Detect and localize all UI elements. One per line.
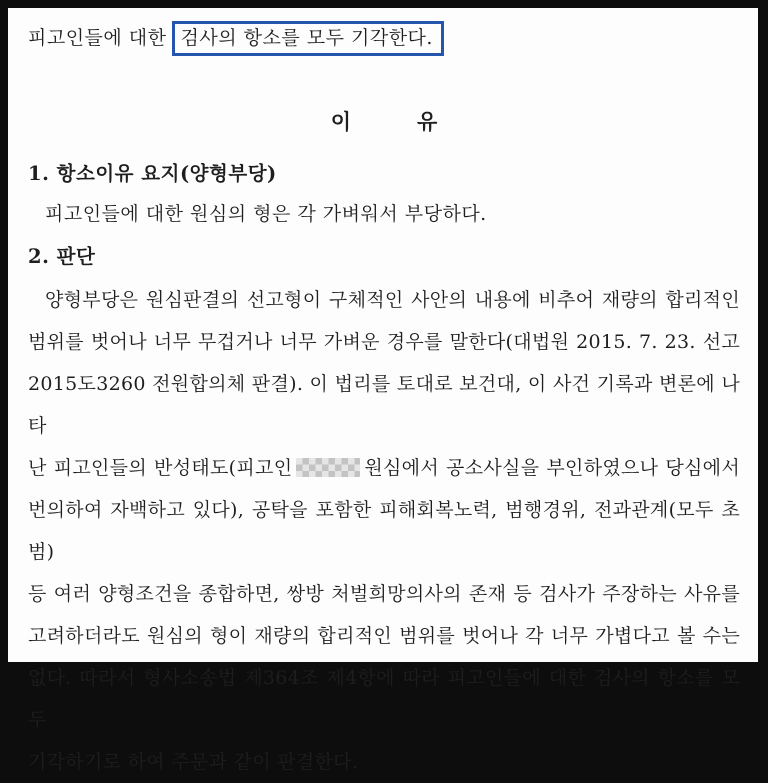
body-line: 고려하더라도 원심의 형이 재량의 합리적인 범위를 벗어나 각 너무 가볍다고 볼 수는 bbox=[28, 625, 740, 647]
reasons-heading bbox=[28, 102, 740, 142]
section2-paragraph bbox=[28, 279, 740, 783]
section1-title: 1. 항소이유 요지(양형부당) bbox=[28, 162, 277, 185]
reasons-heading-char1: 이 bbox=[330, 109, 351, 134]
disposition-highlight-box bbox=[172, 21, 444, 56]
body-line-with-redaction bbox=[28, 447, 740, 489]
disposition-line bbox=[28, 18, 740, 58]
disposition-boxed-text: 검사의 항소를 모두 기각한다. bbox=[180, 27, 433, 49]
body-line: 양형부당은 원심판결의 선고형이 구체적인 사안의 내용에 비추어 재량의 합리적인 bbox=[45, 289, 740, 311]
section1-body: 피고인들에 대한 원심의 형은 각 가벼워서 부당하다. bbox=[45, 203, 487, 225]
body-line: 없다. 따라서 형사소송법 제364조 제4항에 따라 피고인들에 대한 검사의 항소를 모두 bbox=[28, 667, 740, 731]
section2-title: 2. 판단 bbox=[28, 245, 96, 268]
body-line: 번의하여 자백하고 있다), 공탁을 포함한 피해회복노력, 범행경위, 전과관계(모두 초범) bbox=[28, 499, 740, 563]
body-line-pre-redaction: 난 피고인들의 반성태도(피고인 bbox=[28, 457, 293, 479]
body-line: 2015도3260 전원합의체 판결). 이 법리를 토대로 보건대, 이 사건 기록과 변론에 나타 bbox=[28, 373, 740, 437]
body-line: 범위를 벗어나 너무 무겁거나 너무 가벼운 경우를 말한다(대법원 2015. 7. 23. 선고 bbox=[28, 331, 740, 353]
disposition-prefix: 피고인들에 대한 bbox=[28, 27, 167, 49]
judgment-page bbox=[8, 8, 758, 773]
body-line-post-redaction: 원심에서 공소사실을 부인하였으나 당심에서 bbox=[364, 457, 740, 479]
redacted-name-block bbox=[296, 458, 360, 477]
body-line: 기각하기로 하여 주문과 같이 판결한다. bbox=[28, 751, 359, 773]
body-line: 등 여러 양형조건을 종합하면, 쌍방 처벌희망의사의 존재 등 검사가 주장하는 사유를 bbox=[28, 583, 740, 605]
reasons-heading-char2: 유 bbox=[417, 109, 438, 134]
